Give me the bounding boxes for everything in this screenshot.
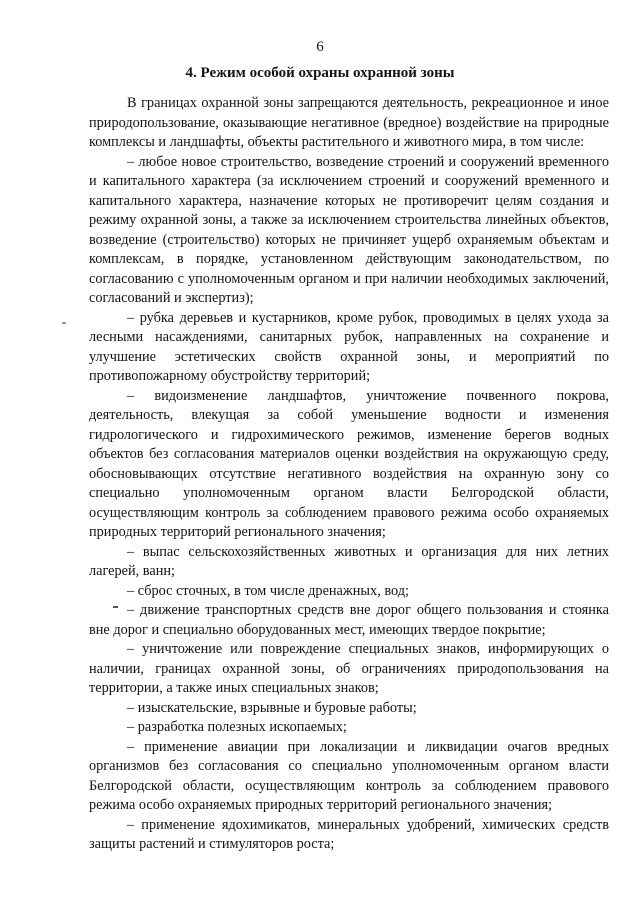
list-item-logging: – рубка деревьев и кустарников, кроме рубок, проводимых в целях ухода за лесными насаждениями, санитарных рубок, направленных на сохранение и улучшение эстетических свойств охранной зоны, и мероприятий по противопожарному обустройству территорий; <box>89 309 609 384</box>
list-item-construction: – любое новое строительство, возведение строений и сооружений временного и капитального характера (за исключением строений и сооружений временного и капитального характера, назначение которых не противоречит целям создания и режиму охранной зоны, а также за исключением строительства линейных объектов, возведение (строительство) которых не причиняет ущерб охраняемым объектам и комплексам, в порядке, установленном действующим законодательством, по согласованию с уполномоченным органом и при наличии необходимых заключений, согласований и экспертиз); <box>89 153 609 306</box>
list-item-sign-damage: – уничтожение или повреждение специальных знаков, информирующих о наличии, границах охранной зоны, об ограничениях природопользования на территории, а также иных специальных знаков; <box>89 641 609 696</box>
list-item-grazing: – выпас сельскохозяйственных животных и организация для них летних лагерей, ванн; <box>89 543 609 579</box>
section-heading: 4. Режим особой охраны охранной зоны <box>185 65 455 81</box>
list-item-wastewater: – сброс сточных, в том числе дренажных, вод; <box>127 582 409 599</box>
list-item-vehicle-traffic: – движение транспортных средств вне дорог общего пользования и стоянка вне дорог и специально оборудованных мест, имеющих твердое покрытие; <box>89 602 609 638</box>
list-item-landscape-alteration: – видоизменение ландшафтов, уничтожение почвенного покрова, деятельность, влекущая за собой уменьшение водности и изменения гидрологического и гидрохимического режимов, изменение берегов водных объектов без согласования материалов оценки воздействия на окружающую среду, обосновывающих отсутствие негативного воздействия на охранную зону со специально уполномоченным органом власти Белгородской области, осуществляющим контроль за соблюдением правового режима особо охраняемых природных территорий регионального значения; <box>89 387 609 540</box>
scan-artifact <box>113 606 118 608</box>
list-item-aviation: – применение авиации при локализации и ликвидации очагов вредных организмов без согласования со специально уполномоченным органом власти Белгородской области, осуществляющим контроль за соблюдением правового режима особо охраняемых природных территорий регионального значения; <box>89 738 609 813</box>
list-item-pesticides: – применение ядохимикатов, минеральных удобрений, химических средств защиты растений и стимуляторов роста; <box>89 816 609 852</box>
section-body <box>89 94 609 855</box>
list-item-survey-works: – изыскательские, взрывные и буровые работы; <box>127 699 417 716</box>
intro-paragraph: В границах охранной зоны запрещаются деятельность, рекреационное и иное природопользование, оказывающие негативное (вредное) воздействие на природные комплексы и ландшафты, объекты растительного и животного мира, в том числе: <box>89 95 609 150</box>
list-item-mining: – разработка полезных ископаемых; <box>127 719 347 735</box>
scan-artifact <box>62 322 66 324</box>
page-number: 6 <box>316 39 324 55</box>
